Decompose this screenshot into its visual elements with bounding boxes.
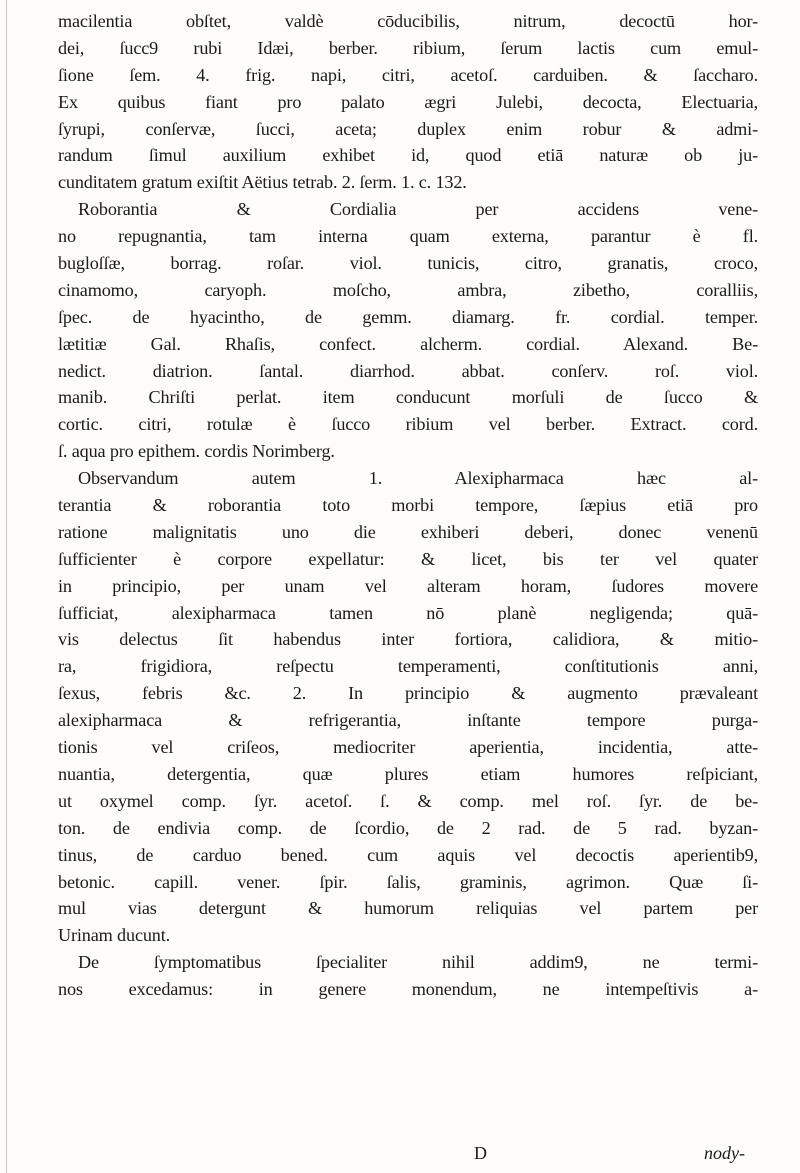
text-line: ratione malignitatis uno die exhiberi deberi, donec venenū	[58, 521, 758, 542]
text-line: ton. de endivia comp. de ſcordio, de 2 rad. de 5 rad. byzan-	[58, 817, 758, 838]
text-line: alexipharmaca & refrigerantia, inſtante tempore purga-	[58, 710, 758, 731]
text-line: randum ſimul auxilium exhibet id, quod etiā naturæ ob ju-	[58, 145, 758, 166]
text-line: ſione ſem. 4. frig. napi, citri, acetoſ. carduiben. & ſaccharo.	[58, 64, 758, 85]
text-line: ſpec. de hyacintho, de gemm. diamarg. fr. cordial. temper.	[58, 306, 758, 327]
text-line: ut oxymel comp. ſyr. acetoſ. ſ. & comp. mel roſ. ſyr. de be-	[58, 790, 758, 811]
text-line: ra, frigidiora, reſpectu temperamenti, conſtitutionis anni,	[58, 656, 758, 677]
text-line: dei, ſucc9 rubi Idæi, berber. ribium, ſerum lactis cum emul-	[58, 37, 758, 58]
text-line: ſufficienter è corpore expellatur: & licet, bis ter vel quater	[58, 548, 758, 569]
text-line: macilentia obſtet, valdè cōducibilis, nitrum, decoctū hor-	[58, 11, 758, 31]
text-line: Ex quibus fiant pro palato ægri Julebi, decocta, Electuaria,	[58, 91, 758, 112]
text-line: vis delectus ſit habendus inter fortiora, calidiora, & mitio-	[58, 629, 758, 650]
text-line: Urinam ducunt.	[58, 925, 171, 946]
text-line: terantia & roborantia toto morbi tempore, ſæpius etiā pro	[58, 495, 758, 516]
section-heading-line: Roborantia & Cordialia per accidens vene-	[78, 199, 758, 220]
text-line: no repugnantia, tam interna quam externa, parantur è fl.	[58, 226, 758, 247]
section-heading-line: Observandum autem 1. Alexipharmaca hæc al-	[78, 468, 758, 489]
text-line: ſexus, febris &c. 2. In principio & augmento prævaleant	[58, 683, 758, 704]
text-line: nuantia, detergentia, quæ plures etiam humores reſpiciant,	[58, 763, 758, 784]
text-line: ſyrupi, conſervæ, ſucci, aceta; duplex enim robur & admi-	[58, 118, 758, 139]
text-line: tinus, de carduo bened. cum aquis vel decoctis aperientib9,	[58, 844, 758, 865]
text-line: cortic. citri, rotulæ è ſucco ribium vel berber. Extract. cord.	[58, 414, 758, 435]
text-line: ſufficiat, alexipharmaca tamen nō planè negligenda; quā-	[58, 602, 758, 623]
text-line: De ſymptomatibus ſpecialiter nihil addim9, ne termi-	[78, 952, 758, 973]
left-page-edge	[6, 0, 7, 1173]
text-line: cunditatem gratum exiſtit Aëtius tetrab. 2. ſerm. 1. c. 132.	[58, 172, 467, 193]
text-line: manib. Chriſti perlat. item conducunt morſuli de ſucco &	[58, 387, 758, 408]
text-line: cinamomo, caryoph. moſcho, ambra, zibetho, coralliis,	[58, 279, 758, 300]
text-line: bugloſſæ, borrag. roſar. viol. tunicis, citro, granatis, croco,	[58, 253, 758, 274]
text-line: lætitiæ Gal. Rhaſis, confect. alcherm. cordial. Alexand. Be-	[58, 333, 758, 354]
text-line: tionis vel criſeos, mediocriter aperientia, incidentia, atte-	[58, 737, 758, 758]
signature-mark: D	[474, 1143, 488, 1163]
text-line: nedict. diatrion. ſantal. diarrhod. abbat. conſerv. roſ. viol.	[58, 360, 758, 381]
catchword: nody-	[704, 1143, 745, 1163]
text-line: mul vias detergunt & humorum reliquias vel partem per	[58, 898, 758, 919]
text-line: ſ. aqua pro epithem. cordis Norimberg.	[58, 441, 335, 462]
body-text	[58, 8, 758, 1003]
text-line: in principio, per unam vel alteram horam, ſudores movere	[58, 575, 758, 596]
text-line: nos excedamus: in genere monendum, ne intempeſtivis a-	[58, 979, 758, 1000]
text-line: betonic. capill. vener. ſpir. ſalis, graminis, agrimon. Quæ ſi-	[58, 871, 758, 892]
